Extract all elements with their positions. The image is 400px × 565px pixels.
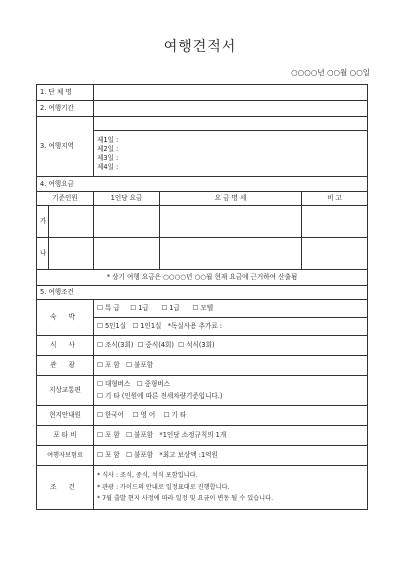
tip-option-checkbox[interactable]: ☐ 불포함 — [126, 431, 153, 439]
row-insurance — [37, 446, 368, 466]
terms-item: * 7월 출발 현지 사정에 따라 일정 및 요금이 변동 될 수 있습니다. — [97, 495, 274, 503]
insurance-label: 여행자보험료 — [37, 446, 94, 466]
lodging-options-line1 — [94, 300, 368, 318]
fee-per-person-cell[interactable] — [94, 238, 160, 270]
transport-other-checkbox[interactable]: ☐ 기 타 (인원에 따른 전세차량기준입니다.) — [97, 392, 222, 400]
conditions-label: 5. 여행조건 — [37, 286, 368, 300]
lodging-room-checkbox[interactable]: ☐ 1인1실 — [132, 322, 161, 330]
insurance-option-checkbox[interactable]: ☐ 포 함 — [97, 451, 120, 459]
guide-option-checkbox[interactable]: ☐ 한국어 — [97, 411, 124, 419]
guide-label: 현지안내원 — [37, 406, 94, 426]
fee-details-cell[interactable] — [160, 206, 302, 238]
fee-header-details: 요 금 명 세 — [160, 192, 302, 206]
region-label: 3. 여행지역 — [37, 117, 94, 177]
lodging-options-line2 — [94, 318, 368, 336]
group-name-label: 1. 단 체 명 — [37, 85, 94, 101]
row-sightseeing — [37, 356, 368, 376]
row-period — [37, 101, 368, 117]
lodging-extra-note: *독실사용 추가료 : — [167, 322, 223, 331]
fee-note: * 상기 여행 요금은 ○○○○년 ○○월 현재 요금에 근거하여 산출됨 — [37, 270, 368, 286]
meal-option-checkbox[interactable]: ☐ 석식(3회) — [178, 341, 214, 349]
meal-options — [94, 336, 368, 356]
fee-per-person-cell[interactable] — [94, 206, 160, 238]
fee-row-marker: 가 — [37, 206, 49, 238]
fee-row — [37, 238, 368, 270]
row-fee-title — [37, 177, 368, 192]
fee-details-cell[interactable] — [160, 238, 302, 270]
fee-base-cell[interactable] — [49, 238, 94, 270]
fee-header-base: 기준인원 — [37, 192, 94, 206]
row-tip — [37, 426, 368, 446]
region-day-3: 제3일 : — [97, 153, 119, 162]
terms-label: 조 건 — [37, 466, 94, 510]
transport-options — [94, 376, 368, 406]
row-meal — [37, 336, 368, 356]
lodging-room-checkbox[interactable]: ☐ 5인1실 — [97, 322, 126, 330]
transport-option-checkbox[interactable]: ☐ 중형버스 — [137, 380, 170, 388]
meal-option-checkbox[interactable]: ☐ 중식(4회) — [138, 341, 174, 349]
region-days-list[interactable] — [94, 131, 368, 177]
tip-note: *1인당 소정규칙의 1개 — [159, 431, 227, 440]
row-conditions-title — [37, 286, 368, 300]
estimate-form-table — [36, 84, 368, 510]
period-field[interactable] — [94, 101, 368, 117]
sightseeing-option-checkbox[interactable]: ☐ 포 함 — [97, 361, 120, 369]
lodging-label: 숙 박 — [37, 300, 94, 336]
tip-option-checkbox[interactable]: ☐ 포 함 — [97, 431, 120, 439]
lodging-option-checkbox[interactable]: ☐ 1급 — [130, 304, 149, 312]
tip-label: 포 타 비 — [37, 426, 94, 446]
terms-item: * 관광 : 가이드의 안내로 일정표대로 진행합니다. — [97, 483, 230, 491]
terms-list — [94, 466, 368, 510]
tip-options — [94, 426, 368, 446]
fee-base-cell[interactable] — [49, 206, 94, 238]
fee-header-per-person: 1인당 요금 — [94, 192, 160, 206]
row-terms — [37, 466, 368, 510]
insurance-options — [94, 446, 368, 466]
insurance-note: *최고 보상액 :1억원 — [159, 451, 218, 460]
fee-remarks-cell[interactable] — [302, 238, 368, 270]
row-group-name — [37, 85, 368, 101]
insurance-option-checkbox[interactable]: ☐ 불포함 — [126, 451, 153, 459]
fee-row — [37, 206, 368, 238]
sightseeing-options — [94, 356, 368, 376]
guide-option-checkbox[interactable]: ☐ 영 어 — [132, 411, 155, 419]
terms-item: * 식사 : 조식, 중식, 석식 포함입니다. — [97, 472, 198, 480]
guide-options — [94, 406, 368, 426]
fee-row-marker: 나 — [37, 238, 49, 270]
guide-option-checkbox[interactable]: ☐ 기 타 — [164, 411, 187, 419]
meal-option-checkbox[interactable]: ☐ 조식(3회) — [97, 341, 133, 349]
region-day-4: 제4일 : — [97, 162, 119, 171]
fee-header-remarks: 비 고 — [302, 192, 368, 206]
meal-label: 식 사 — [37, 336, 94, 356]
region-day-1: 제1일 : — [97, 135, 119, 144]
lodging-option-checkbox[interactable]: ☐ 특 급 — [97, 304, 120, 312]
row-guide — [37, 406, 368, 426]
lodging-option-checkbox[interactable]: ☐ 모텔 — [192, 304, 213, 312]
sightseeing-option-checkbox[interactable]: ☐ 불포함 — [126, 361, 153, 369]
document-title: 여행견적서 — [163, 39, 237, 55]
row-fee-header — [37, 192, 368, 206]
sightseeing-label: 관 광 — [37, 356, 94, 376]
region-top-field[interactable] — [94, 117, 368, 131]
row-lodging-1 — [37, 300, 368, 318]
row-transport — [37, 376, 368, 406]
transport-option-checkbox[interactable]: ☐ 대형버스 — [97, 380, 130, 388]
period-label: 2. 여행기간 — [37, 101, 94, 117]
region-day-2: 제2일 : — [97, 144, 119, 153]
lodging-option-checkbox[interactable]: ☐ 1급 — [161, 304, 180, 312]
row-fee-note — [37, 270, 368, 286]
group-name-field[interactable] — [94, 85, 368, 101]
transport-label: 지상교통편 — [37, 376, 94, 406]
fee-remarks-cell[interactable] — [302, 206, 368, 238]
fee-label: 4. 여행요금 — [37, 177, 368, 192]
row-region-top — [37, 117, 368, 131]
document-date: ○○○○년 ○○월 ○○일 — [291, 68, 370, 77]
